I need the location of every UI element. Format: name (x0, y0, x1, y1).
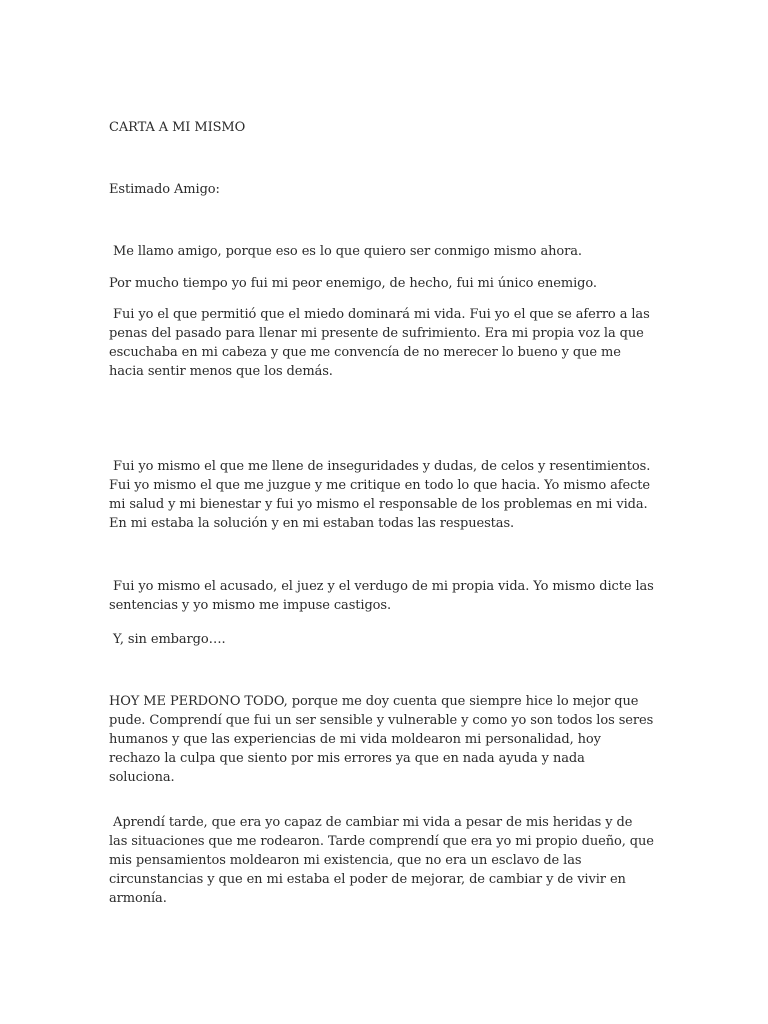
paragraph-2: Por mucho tiempo yo fui mi peor enemigo, de hecho, fui mi único enemigo. (109, 276, 597, 291)
paragraph-4: Fui yo mismo el que me llene de inseguridades y dudas, de celos y resentimientos. Fui yo mismo el que me juzgue y me critique en todo lo que hacia. Yo mismo afecte mi salud y mi bienestar y fui yo mismo el responsable de los problemas en mi vida. En mi estaba la solución y en mi estaban todas las respuestas. (109, 459, 655, 531)
paragraph-8: Aprendí tarde, que era yo capaz de cambiar mi vida a pesar de mis heridas y de las situaciones que me rodearon. Tarde comprendí que era yo mi propio dueño, que mis pensamientos moldearon mi existencia, que no era un esclavo de las circunstancias y que en mi estaba el poder de mejorar, de cambiar y de vivir en armonía. (109, 815, 658, 906)
paragraph-5: Fui yo mismo el acusado, el juez y el verdugo de mi propia vida. Yo mismo dicte las sentencias y yo mismo me impuse castigos. (109, 579, 658, 613)
paragraph-6: Y, sin embargo…. (109, 632, 226, 647)
document-title: CARTA A MI MISMO (109, 120, 246, 135)
salutation: Estimado Amigo: (109, 182, 220, 197)
paragraph-1: Me llamo amigo, porque eso es lo que quiero ser conmigo mismo ahora. (109, 244, 582, 259)
paragraph-3: Fui yo el que permitió que el miedo dominará mi vida. Fui yo el que se aferro a las penas del pasado para llenar mi presente de sufrimiento. Era mi propia voz la que escuchaba en mi cabeza y que me convencía de no merecer lo bueno y que me hacia sentir menos que los demás. (109, 307, 654, 379)
paragraph-7: HOY ME PERDONO TODO, porque me doy cuenta que siempre hice lo mejor que pude. Comprendí que fui un ser sensible y vulnerable y como yo son todos los seres humanos y que las experiencias de mi vida moldearon mi personalidad, hoy rechazo la culpa que siento por mis errores ya que en nada ayuda y nada soluciona. (109, 694, 658, 785)
